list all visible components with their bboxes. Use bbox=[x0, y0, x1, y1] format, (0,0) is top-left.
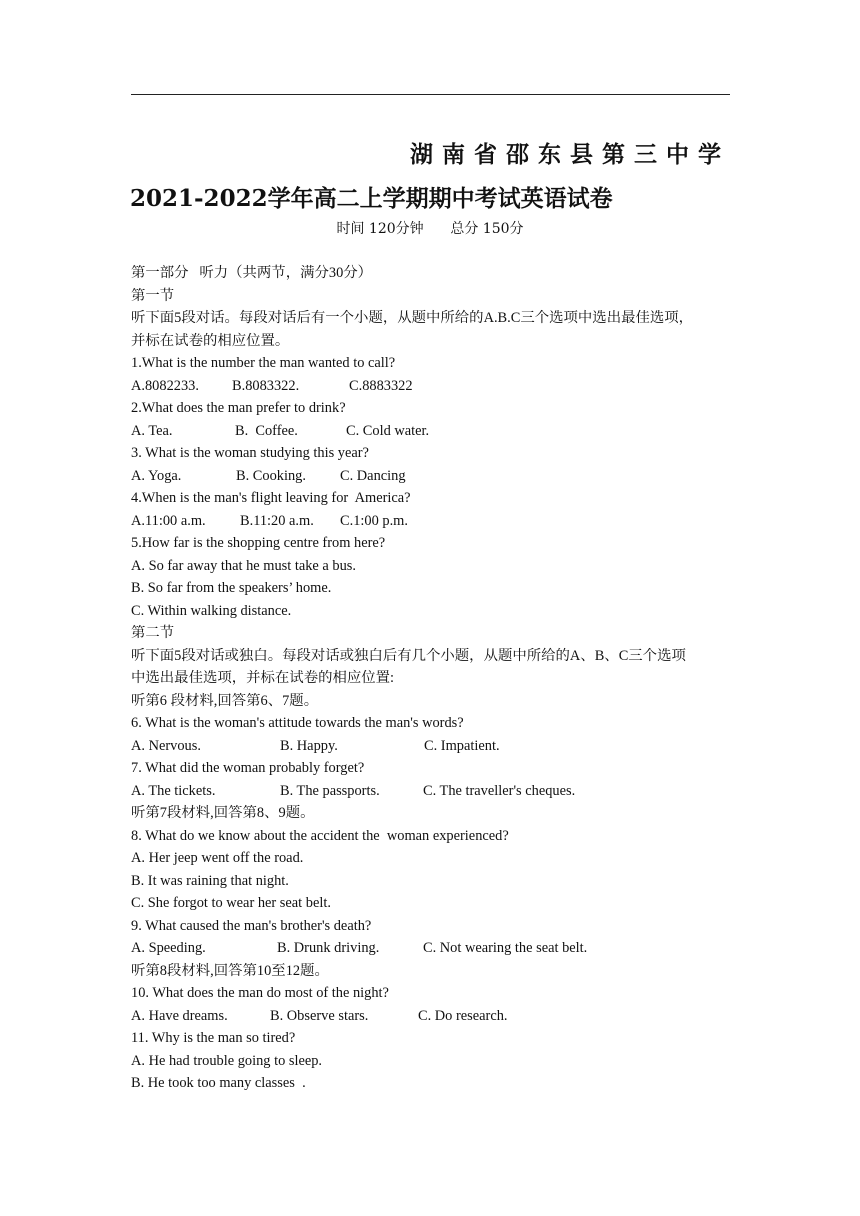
part-heading: 第一部分 听力（共两节，满分30分） bbox=[131, 265, 373, 281]
option-c: C. Impatient. bbox=[424, 737, 500, 754]
material-heading: 听第8段材料,回答第10至12题。 bbox=[131, 962, 329, 979]
option-c: C. Dancing bbox=[340, 467, 406, 484]
options-row bbox=[131, 510, 731, 533]
option-c: C.8883322 bbox=[349, 377, 413, 394]
header-rule bbox=[131, 94, 730, 95]
option-a: A. The tickets. bbox=[131, 782, 216, 799]
options-row bbox=[131, 465, 731, 488]
options-row bbox=[131, 375, 731, 398]
options-row bbox=[131, 420, 731, 443]
option-b: B. He took too many classes . bbox=[131, 1075, 306, 1091]
option-c: C. Cold water. bbox=[346, 422, 430, 439]
option-b: B. Coffee. bbox=[235, 422, 298, 439]
option-b: B. It was raining that night. bbox=[131, 872, 289, 889]
option-a: A. Her jeep went off the road. bbox=[131, 850, 304, 866]
option-b: B. Cooking. bbox=[236, 467, 306, 484]
option-b: B. So far from the speakers’ home. bbox=[131, 580, 332, 596]
option-a: A.11:00 a.m. bbox=[131, 512, 206, 529]
option-c: C. Do research. bbox=[418, 1007, 508, 1024]
option-a: A.8082233. bbox=[131, 377, 199, 394]
option-b: B. Happy. bbox=[280, 737, 338, 754]
options-row bbox=[131, 780, 731, 803]
option-c: C.1:00 p.m. bbox=[340, 512, 408, 529]
option-a: A. He had trouble going to sleep. bbox=[131, 1052, 323, 1069]
question-7: 7. What did the woman probably forget? bbox=[131, 760, 365, 776]
question-2: 2.What does the man prefer to drink? bbox=[131, 400, 346, 416]
question-1: 1.What is the number the man wanted to call? bbox=[131, 355, 396, 371]
option-b: B.11:20 a.m. bbox=[240, 512, 314, 529]
question-4: 4.When is the man's flight leaving for America? bbox=[131, 490, 411, 506]
instructions-line: 中选出最佳选项，并标在试卷的相应位置: bbox=[131, 670, 395, 686]
option-a: A. Tea. bbox=[131, 422, 173, 439]
option-a: A. So far away that he must take a bus. bbox=[131, 557, 356, 574]
option-b: B.8083322. bbox=[232, 377, 300, 394]
question-10: 10. What does the man do most of the night? bbox=[131, 985, 389, 1001]
question-5: 5.How far is the shopping centre from here? bbox=[131, 535, 386, 551]
instructions-line: 并标在试卷的相应位置。 bbox=[131, 332, 290, 349]
option-a: A. Yoga. bbox=[131, 467, 182, 484]
options-row bbox=[131, 937, 731, 960]
question-9: 9. What caused the man's brother's death? bbox=[131, 917, 372, 934]
option-c: C. Within walking distance. bbox=[131, 602, 292, 619]
question-8: 8. What do we know about the accident the woman experienced? bbox=[131, 827, 509, 844]
option-c: C. She forgot to wear her seat belt. bbox=[131, 895, 331, 911]
question-3: 3. What is the woman studying this year? bbox=[131, 445, 369, 461]
question-6: 6. What is the woman's attitude towards the man's words? bbox=[131, 715, 464, 731]
option-a: A. Speeding. bbox=[131, 940, 206, 956]
option-b: B. The passports. bbox=[280, 782, 380, 799]
school-name: 湖南省邵东县第三中学 bbox=[410, 141, 730, 168]
option-b: B. Observe stars. bbox=[270, 1007, 369, 1024]
options-row bbox=[131, 1005, 731, 1028]
instructions-line: 听下面5段对话。每段对话后有一个小题，从题中所给的A.B.C三个选项中选出最佳选项， bbox=[131, 310, 694, 326]
exam-title: 2021-2022学年高二上学期期中考试英语试卷 bbox=[130, 185, 613, 212]
material-heading: 听第7段材料,回答第8、9题。 bbox=[131, 805, 315, 821]
exam-content bbox=[131, 262, 731, 1095]
option-a: A. Have dreams. bbox=[131, 1007, 228, 1024]
option-c: C. Not wearing the seat belt. bbox=[423, 940, 588, 956]
option-c: C. The traveller's cheques. bbox=[423, 782, 576, 799]
section-label: 第一节 bbox=[131, 287, 175, 304]
section-label: 第二节 bbox=[131, 625, 175, 641]
instructions-line: 听下面5段对话或独白。每段对话或独白后有几个小题，从题中所给的A、B、C三个选项 bbox=[131, 647, 686, 664]
question-11: 11. Why is the man so tired? bbox=[131, 1030, 296, 1046]
option-b: B. Drunk driving. bbox=[277, 940, 380, 956]
material-heading: 听第6 段材料,回答第6、7题。 bbox=[131, 692, 319, 709]
exam-meta: 时间 120分钟 总分 150分 bbox=[336, 221, 524, 237]
options-row bbox=[131, 735, 731, 758]
option-a: A. Nervous. bbox=[131, 737, 201, 754]
